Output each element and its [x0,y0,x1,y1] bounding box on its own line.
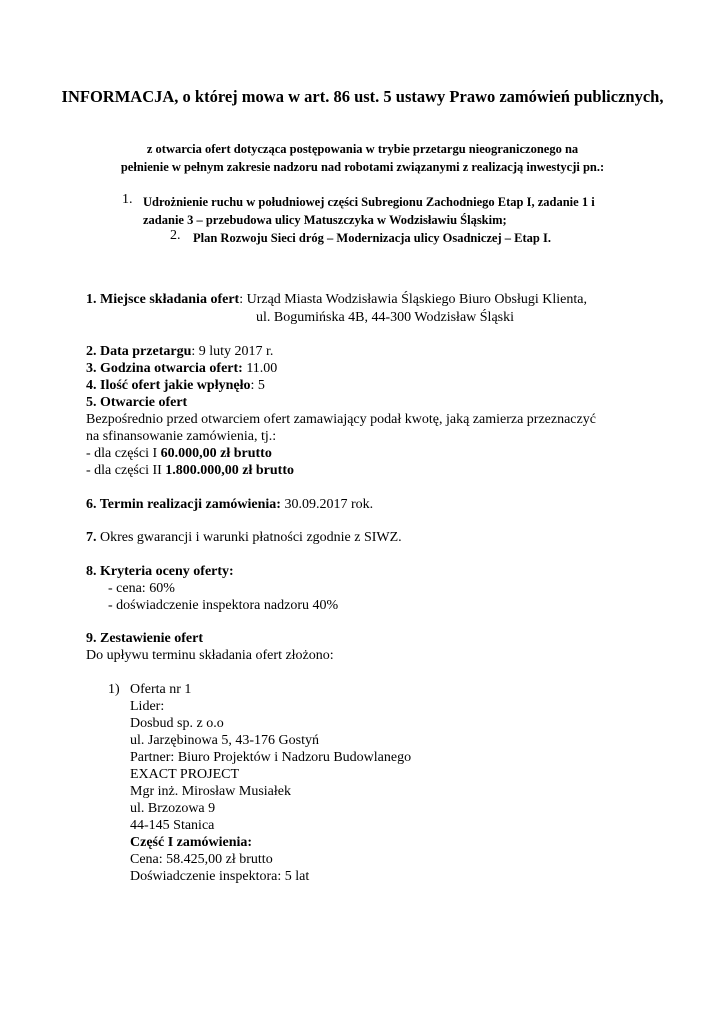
section-1-value: : Urząd Miasta Wodzisławia Śląskiego Biuro Obsługi Klienta, [239,292,587,307]
section-7-label: 7. [86,530,97,545]
section-6 [86,496,373,514]
subtitle-line-2: pełnienie w pełnym zakresie nadzoru nad robotami związanymi z realizacją inwestycji pn.: [120,160,605,174]
section-7 [86,529,402,547]
project-number-1: 1. [122,192,133,207]
offer-part-label: Część I zamówienia: [130,835,253,850]
section-4 [86,377,265,395]
document-title: INFORMACJA, o której mowa w art. 86 ust. 5 ustawy Prawo zamówień publicznych, [61,87,664,106]
criteria-price: - cena: 60% [108,581,175,596]
offer-line-5: Partner: Biuro Projektów i Nadzoru Budowlanego [130,750,412,765]
offer-line-3: Dosbud sp. z o.o [130,716,224,731]
part-1-prefix: - dla części I [86,446,161,461]
section-5-part-1 [86,445,272,463]
section-5-text-2: na sfinansowanie zamówienia, tj.: [86,429,277,444]
section-9-text: Do upływu terminu składania ofert złożono: [86,648,334,663]
section-6-label: 6. Termin realizacji zamówienia: [86,497,281,512]
offer-line-7: Mgr inż. Mirosław Musiałek [130,784,291,799]
section-1-address: ul. Bogumińska 4B, 44-300 Wodzisław Śląski [256,310,515,325]
project-1-line-1: Udrożnienie ruchu w południowej części Subregionu Zachodniego Etap I, zadanie 1 i [143,195,595,209]
offer-experience: Doświadczenie inspektora: 5 lat [130,869,310,884]
section-5-text-1: Bezpośrednio przed otwarciem ofert zamawiający podał kwotę, jaką zamierza przeznaczyć [86,412,596,427]
section-5-label: 5. Otwarcie ofert [86,395,188,410]
section-4-value: : 5 [250,378,265,393]
section-3 [86,360,277,378]
section-9-label: 9. Zestawienie ofert [86,631,204,646]
section-4-label: 4. Ilość ofert jakie wpłynęło [86,378,251,393]
project-2-line-1: Plan Rozwoju Sieci dróg – Modernizacja ulicy Osadniczej – Etap I. [193,231,551,245]
section-2-value: : 9 luty 2017 r. [191,344,274,359]
part-2-amount: 1.800.000,00 zł brutto [165,463,295,478]
section-7-value: Okres gwarancji i warunki płatności zgodnie z SIWZ. [96,530,402,545]
offer-number-marker: 1) [108,682,120,697]
offer-line-6: EXACT PROJECT [130,767,240,782]
section-2-label: 2. Data przetargu [86,344,192,359]
offer-line-8: ul. Brzozowa 9 [130,801,216,816]
section-3-label: 3. Godzina otwarcia ofert: [86,361,243,376]
offer-line-2: Lider: [130,699,165,714]
offer-line-4: ul. Jarzębinowa 5, 43-176 Gostyń [130,733,319,748]
criteria-experience: - doświadczenie inspektora nadzoru 40% [108,598,339,613]
part-2-prefix: - dla części II [86,463,166,478]
part-1-amount: 60.000,00 zł brutto [160,446,272,461]
section-5-part-2 [86,462,294,480]
section-8-label: 8. Kryteria oceny oferty: [86,564,234,579]
section-2 [86,343,273,361]
project-number-2: 2. [170,228,181,243]
offer-line-1: Oferta nr 1 [130,682,192,697]
section-1-label: 1. Miejsce składania ofert [86,292,240,307]
subtitle-line-1: z otwarcia ofert dotycząca postępowania w trybie przetargu nieograniczonego na [146,142,579,156]
offer-price: Cena: 58.425,00 zł brutto [130,852,273,867]
project-1-line-2: zadanie 3 – przebudowa ulicy Matuszczyka w Wodzisławiu Śląskim; [143,213,507,227]
section-1 [86,291,587,309]
offer-line-9: 44-145 Stanica [130,818,215,833]
section-3-value: 11.00 [242,361,278,376]
section-6-value: 30.09.2017 rok. [280,497,374,512]
